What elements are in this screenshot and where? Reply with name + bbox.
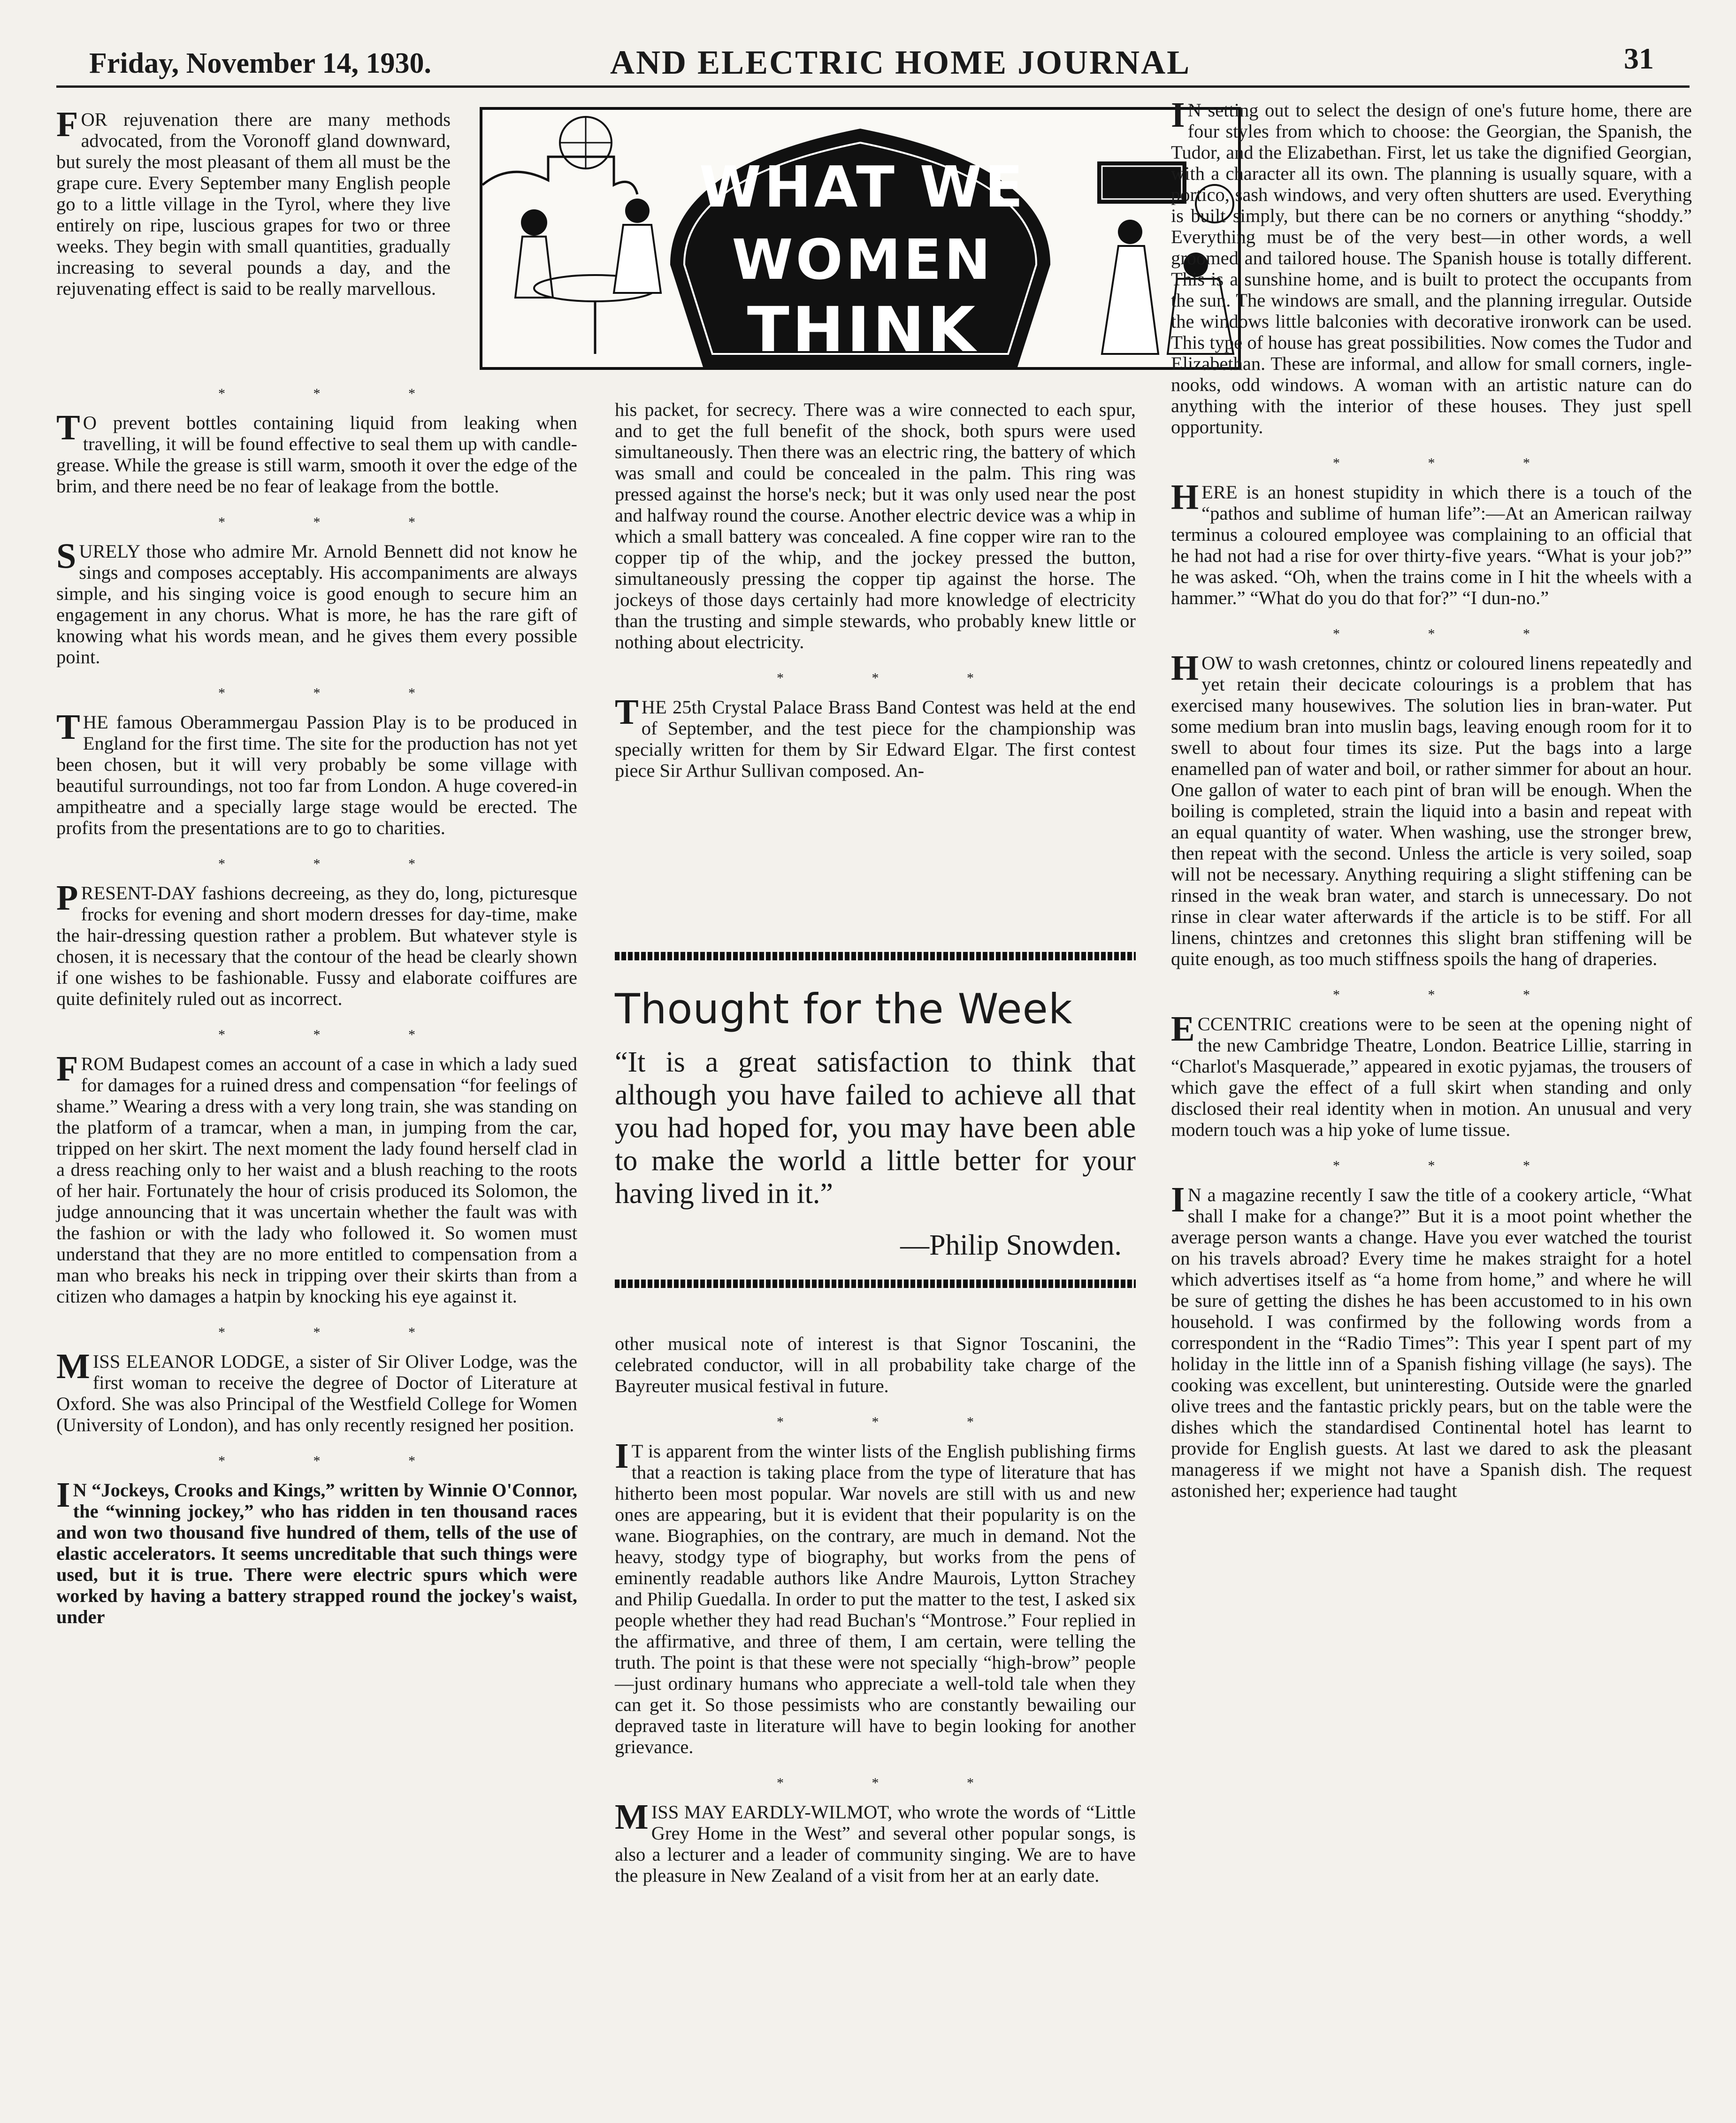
separator: * * * — [777, 1414, 1016, 1430]
article-eleanor-lodge: MISS ELEANOR LODGE, a sister of Sir Oliver Lodge, was the first woman to receive the degree of Doctor of Literature at Oxford. She was also Principal of the Westfield College for Women (University of London), and has only recently resigned her position. — [56, 1347, 577, 1435]
separator: * * * — [218, 514, 458, 530]
article-passion-play: THE famous Oberammergau Passion Play is to be produced in England for the first time. The site for the production has not yet been chosen, but it will very probably be some village with beautiful surroundings, not too far from London. A huge covered-in ampitheatre and a specially large stage would be erected. The profits from the presentations are to go to charities. — [56, 707, 577, 838]
article-cookery: I N a magazine recently I saw the title of a cookery article, “What shall I make for a change?” But it is a moot point whether the average person wants a change. Have you ever watched the tourist on his travels abroad? Every time he makes straight for a hotel which advertises itself as “a home from home,” and where he will be sure of getting the dishes he has been accustomed to in his own household. I was confirmed by the following words from a correspondent in the “Radio Times”: This year I spent part of my holiday in the little inn of a Spanish fishing village (he says). The cooking was excellent, but uninteresting. Outside were the gnarled olive trees and the fantastic prickly pears, but on the table were the dishes which the standardised Continental hotel has learnt to provide for English guests. At last we dared to ask the pleasant manageress if we might not have a Spanish dish. The request astonished her; experience had taught — [1171, 1180, 1692, 1501]
column-3 — [1171, 95, 1692, 1509]
separator: * * * — [1333, 987, 1572, 1003]
thought-quote: “It is a great satisfaction to think that although you have failed to achieve all that you had hoped for, you may have been able to make the world a little better for your having lived in it.” — [615, 1046, 1136, 1210]
thought-author: —Philip Snowden. — [900, 1229, 1122, 1261]
article-fashions: PRESENT-DAY fashions decreeing, as they do, long, picturesque frocks for evening and short modern dresses for day-time, make the hair-dressing question rather a problem. But whatever style is chosen, it is necessary that the contour of the head be clearly shown if one wishes to be fashionable. Fussy and elaborate coiffures are quite definitely ruled out as incorrect. — [56, 878, 577, 1009]
article-eccentric-creations: ECCENTRIC creations were to be seen at the opening night of the new Cambridge Theatre, London. Beatrice Lillie, starring in “Charlot's Masquerade,” appeared in exotic pyjamas, the trousers of which gave the effect of a full skirt when standing and only disclosed their real identity when in motion. An unusual and very modern touch was a hip yoke of lume tissue. — [1171, 1009, 1692, 1140]
thought-for-the-week — [615, 947, 1136, 1290]
article-grape-cure: FOR rejuvenation there are many methods advocated, from the Voronoff gland downward, but surely the most pleasant of them all must be the grape cure. Every September many English people go to a little village in the Tyrol, where they live entirely on ripe, luscious grapes for two or three weeks. They begin with small quantities, gradually increasing to several pounds a day, and the rejuvenating effect is said to be really marvellous. — [56, 105, 451, 299]
article-washing-cretonnes: HOW to wash cretonnes, chintz or coloured linens repeatedly and yet retain their decicate colourings is a problem that has exercised many housewives. The solution lies in bran-water. Put some medium bran into muslin bags, leaving enough room for it to swell to about four times its size. Put the bags into a large enamelled pan of water and boil, or rather simmer for about an hour. One gallon of water to each pint of bran will be enough. When the boiling is completed, strain the liquid into a basin and repeat with an equal quantity of water. When washing, use the stronger brew, then repeat with the second. Unless the article is very soiled, soap will not be necessary. Anything requiring a slight stiffening can be rinsed in the weak bran water, and starch is unnecessary. Do not rinse in clear water afterwards if the article is to be stiff. For all linens, chintzes and cretonnes this slight bran stiffening will be quite enough, as too much stiffness spoils the hang of draperies. — [1171, 648, 1692, 969]
separator: * * * — [218, 1325, 458, 1340]
article-arnold-bennett: SURELY those who admire Mr. Arnold Bennett did not know he sings and composes acceptably. His accompaniments are always simple, and his singing voice is good enough to secure him an engagement in any chorus. What is more, he has the rare gift of knowing what his words mean, and he gives them every possible point. — [56, 536, 577, 667]
separator: * * * — [218, 856, 458, 872]
header-rule — [56, 85, 1690, 88]
article-jockeys-continued: his packet, for secrecy. There was a wire connected to each spur, and to get the full benefit of the shock, both spurs were used simultaneously. Then there was an electric ring, the battery of which was small and could be concealed in the palm. This ring was pressed against the horse's neck; but it was only used near the post and halfway round the course. Another electric device was a whip in which a small battery was concealed. A fine copper wire ran to the copper tip of the whip, and the jockey pressed the button, simultaneously pressing the copper tip against the horse. The jockeys of those days certainly had more knowledge of electricity than the trusting and simple stewards, who probably knew little or nothing about electricity. — [615, 399, 1136, 652]
article-budapest: FROM Budapest comes an account of a case in which a lady sued for damages for a ruined dress and compensation “for feelings of shame.” Wearing a dress with a very long train, she was standing on the platform of a tramcar, when a man, in jumping from the car, tripped on her skirt. The next moment the lady found herself clad in a dress reaching only to her waist and a blush reaching to the roots of her hair. Fortunately the hour of crisis produced its Solomon, the judge announcing that it was uncertain whether the fault was with the fashion or with the lady who followed it. So women must understand that they are no more entitled to compensation from a man who breaks his neck in tripping over their skirts than from a citizen who damages a hatpin by knocking his eye against it. — [56, 1049, 577, 1307]
article-stupidity: HERE is an honest stupidity in which there is a touch of the “pathos and sublime of human life”:—At an American railway terminus a coloured employee was complaining to an official that he had not had a rise for over thirty-five years. “What is your job?” he was asked. “Oh, when the trains come in I hit the wheels with a hammer.” “What do you do that for?” “I dun-no.” — [1171, 477, 1692, 608]
separator: * * * — [218, 386, 458, 401]
page-header — [0, 0, 1736, 84]
column-1 — [56, 376, 577, 1635]
journal-title: AND ELECTRIC HOME JOURNAL — [610, 44, 1191, 81]
article-brass-band: THE 25th Crystal Palace Brass Band Contest was held at the end of September, and the test piece for the championship was specially written for them by Sir Edward Elgar. The first contest piece Sir Arthur Sullivan composed. An- — [615, 692, 1136, 781]
thought-top-rule — [615, 952, 1136, 960]
thought-bottom-rule — [615, 1280, 1136, 1288]
separator: * * * — [777, 1775, 1016, 1791]
banner-line-2: WOMEN — [732, 227, 994, 292]
separator: * * * — [218, 685, 458, 701]
article-home-design: I N setting out to select the design of one's future home, there are four styles from which to choose: the Georgian, the Spanish, the Tudor, and the Elizabethan. First, let us take the dignified Georgian, with a character all its own. The planning is usually square, with a portico, sash windows, and very often shutters are used. Everything is built simply, but there can be no corners or anything “shoddy.” Everything must be of the very best—in other words, a well groomed and tailored house. The Spanish house is totally different. This is a sunshine home, and is built to protect the occupants from the sun. The windows are small, and the planning irregular. Outside the windows little balconies with decorative ironwork can be used. This type of house has great possibilities. Now comes the Tudor and Elizabethan. These are informal, and allow for small corners, ingle-nooks, odd windows. A woman with an artistic nature can do anything with the interior of these houses. They just spell opportunity. — [1171, 95, 1692, 437]
separator: * * * — [777, 670, 1016, 686]
separator: * * * — [1333, 1158, 1572, 1173]
article-bottles: T O prevent bottles containing liquid from leaking when travelling, it will be found effective to seal them up with candle-grease. While the grease is still warm, smooth it over the edge of the brim, and there need be no fear of leakage from the bottle. — [56, 408, 577, 497]
separator: * * * — [1333, 626, 1572, 642]
separator: * * * — [218, 1027, 458, 1042]
issue-date: Friday, November 14, 1930. — [89, 47, 432, 79]
article-jockeys: I N “Jockeys, Crooks and Kings,” written by Winnie O'Connor, the “winning jockey,” who has ridden in ten thousand races and won two thousand five hundred of them, tells of the use of elastic accelerators. It seems uncreditable that such things were used, but it is true. There were electric spurs which were worked by having a battery strapped round the jockey's waist, under — [56, 1475, 577, 1627]
article-publishing: I T is apparent from the winter lists of the English publishing firms that a reaction is taking place from the type of literature that has hitherto been most popular. War novels are still with us and new ones are appearing, but it is evident that their popularity is on the wane. Biographies, on the contrary, are much in demand. Not the heavy, stodgy type of biography, but works from the pens of eminently readable authors like Andre Maurois, Lytton Strachey and Philip Guedalla. In order to put the matter to the test, I asked six people whether they had read Buchan's “Montrose.” Four replied in the affirmative, and three of them, I am certain, were telling the truth. The point is that these were not specially “high-brow” people—just ordinary humans who appreciate a well-told tale when they can get it. So those pessimists who are constantly bewailing our depraved taste in literature will have to begin looking for another grievance. — [615, 1436, 1136, 1757]
what-we-women-think-banner — [480, 107, 1241, 370]
column-2-bottom — [615, 1333, 1136, 1893]
thought-title: Thought for the Week — [615, 985, 1073, 1033]
article-toscanini: other musical note of interest is that Signor Toscanini, the celebrated conductor, will in all probability take charge of the Bayreuter musical festival in future. — [615, 1333, 1136, 1396]
article-eardly-wilmot: MISS MAY EARDLY-WILMOT, who wrote the words of “Little Grey Home in the West” and several other popular songs, is also a lecturer and a leader of community singing. We are to have the pleasure in New Zealand of a visit from her at an early date. — [615, 1797, 1136, 1886]
separator: * * * — [218, 1453, 458, 1469]
page-number: 31 — [1624, 42, 1654, 75]
column-1-top — [56, 105, 451, 307]
column-2-top — [615, 399, 1136, 789]
banner-line-1: WHAT WE — [699, 155, 1026, 220]
banner-line-3: THINK — [747, 294, 979, 366]
separator: * * * — [1333, 455, 1572, 471]
